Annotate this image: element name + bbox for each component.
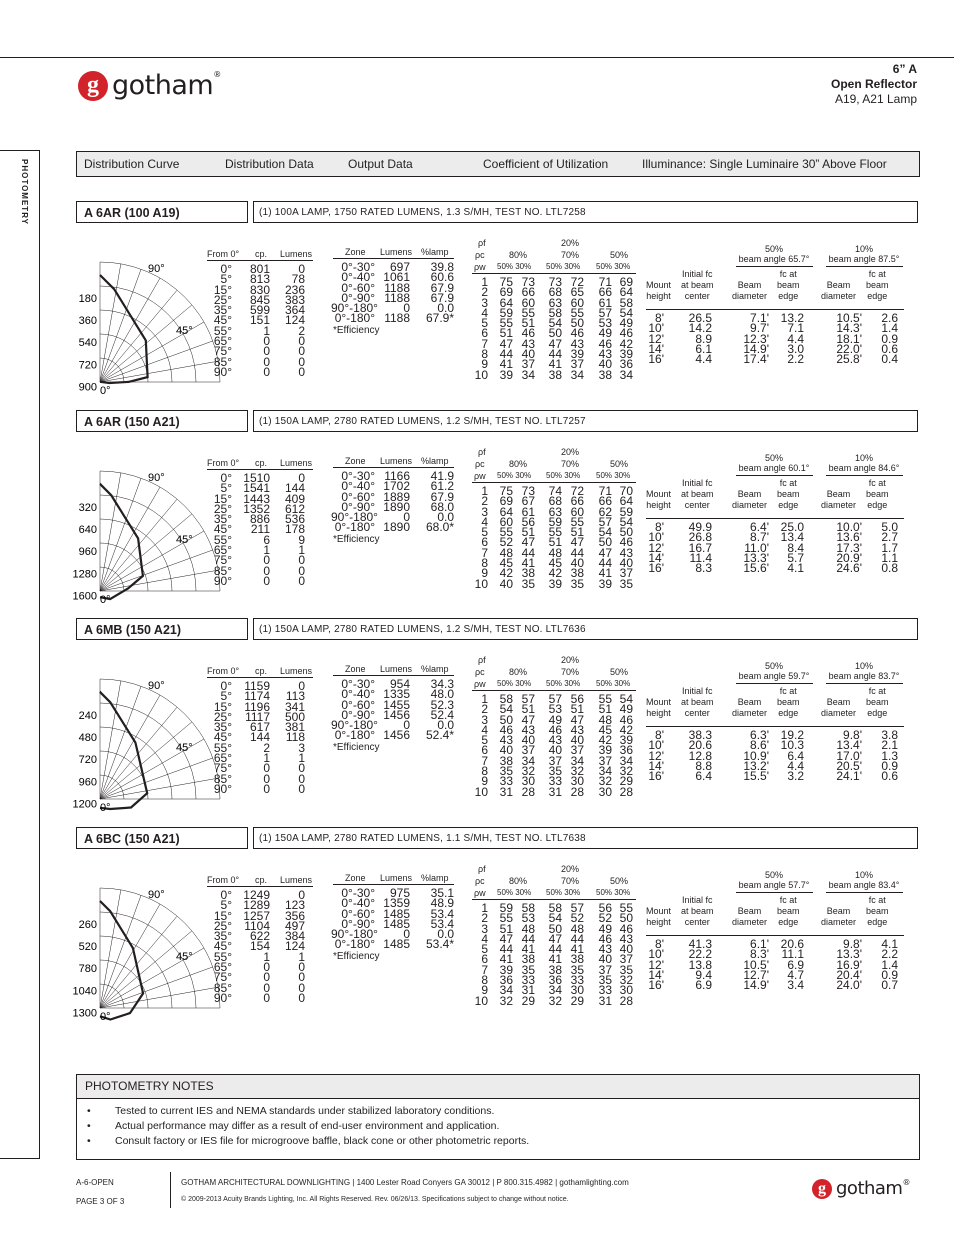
beam-diameter-header: Beam diameter	[821, 906, 857, 927]
polar-90-label: 90°	[148, 680, 165, 692]
divider	[333, 258, 454, 259]
logo-text: gotham	[836, 1178, 903, 1199]
polar-scale-label: 260	[78, 919, 97, 932]
cu-column: 57 51 47 43 40 37 34 32 30 28	[521, 692, 535, 799]
beam-10-header: 10% beam angle 83.4°	[828, 870, 900, 890]
polar-45-label: 45°	[176, 534, 193, 546]
rc70-label: 70%	[561, 459, 580, 469]
cu-column: 55 51 48 45 42 39 37 34 32 30	[598, 692, 612, 799]
polar-scale-label: 320	[78, 502, 97, 515]
cu-column: 57 53 49 46 43 40 37 35 33 31	[548, 692, 562, 799]
rc50-label: 50%	[610, 667, 629, 677]
pct-lamp-header: %lamp	[421, 247, 449, 257]
zone-column: 0°-30° 0°-40° 0°-60° 0°-90° 90°-180° 0°-180°	[331, 469, 378, 535]
polar-0-label: 0°	[100, 385, 111, 397]
initial-fc-column: 49.9 26.8 16.7 11.4 8.3	[688, 520, 712, 576]
divider	[736, 683, 813, 684]
angle-column: 0° 5° 15° 25° 35° 45° 55° 65° 75° 85° 90°	[213, 888, 232, 1005]
polar-scale-label: 480	[78, 732, 97, 745]
polar-0-label: 0°	[100, 594, 111, 606]
divider	[207, 886, 313, 887]
cu-column: 57 52 48 44 41 38 35 33 30 29	[570, 901, 584, 1008]
tab-coefficient-of-utilization: Coefficient of Utilization	[483, 157, 609, 171]
zone-header: Zone	[345, 456, 366, 466]
pc-label: ρc	[475, 667, 485, 677]
product-lamp: A19, A21 Lamp	[834, 92, 917, 106]
rw-label: 50% 30%	[596, 262, 631, 271]
divider	[736, 266, 813, 267]
cu-column: 55 50 46 43 40 37 35 32 30 28	[619, 901, 633, 1008]
zone-header: Zone	[345, 247, 366, 257]
divider	[207, 260, 313, 261]
efficiency-note: *Efficiency	[333, 325, 380, 336]
polar-curve	[100, 692, 147, 809]
cu-column: 73 67 61 56 51 47 44 41 38 35	[521, 484, 535, 591]
efficiency-note: *Efficiency	[333, 534, 380, 545]
rcr-column: 1 2 3 4 5 6 7 8 9 10	[474, 275, 488, 382]
polar-scale-label: 900	[78, 381, 97, 394]
polar-scale-label: 720	[78, 754, 97, 767]
fc-edge-50-column: 13.2 7.1 4.4 3.0 2.2	[780, 311, 804, 367]
sidebar-label: PHOTOMETRY	[20, 159, 29, 226]
from0-header: From 0°	[207, 666, 240, 676]
polar-scale-label: 720	[78, 359, 97, 372]
polar-distribution-curve	[60, 666, 200, 814]
divider	[736, 892, 813, 893]
cp-header: cp.	[255, 458, 268, 468]
fc-edge-10-column: 2.6 1.4 0.9 0.6 0.4	[881, 311, 898, 367]
section-title: A 6BC (150 A21)	[76, 827, 248, 849]
column-headings-bar	[76, 151, 920, 177]
cu-column: 58 54 50 46 43 40 38 35 33 31	[499, 692, 513, 799]
beam-diameter-header: Beam diameter	[821, 280, 857, 301]
pct-lamp-column: 35.1 48.9 53.4 53.4 0.0 53.4*	[425, 886, 454, 952]
pct-lamp-column: 41.9 61.2 67.9 68.0 0.0 68.0*	[425, 469, 454, 535]
tab-distribution-data: Distribution Data	[225, 157, 314, 171]
rw-label: 50% 30%	[546, 679, 581, 688]
polar-curve-group	[100, 692, 147, 809]
fc-edge-50-column: 25.0 13.4 8.4 5.7 4.1	[780, 520, 804, 576]
rc70-label: 70%	[561, 250, 580, 260]
cu-column: 73 66 60 55 51 46 43 40 37 34	[521, 275, 535, 382]
product-title	[831, 62, 917, 107]
pct-lamp-header: %lamp	[421, 664, 449, 674]
sidebar	[0, 150, 40, 1159]
logo-text: gotham	[112, 70, 214, 101]
divider	[333, 467, 454, 468]
fc-edge-header: fc at beam edge	[777, 478, 800, 510]
from0-header: From 0°	[207, 458, 240, 468]
cu-column: 59 55 51 47 44 41 39 36 34 32	[499, 901, 513, 1008]
tab-output-data: Output Data	[348, 157, 413, 171]
polar-scale-label: 960	[78, 776, 97, 789]
initial-fc-column: 26.5 14.2 8.9 6.1 4.4	[688, 311, 712, 367]
divider	[207, 469, 313, 470]
note-item: • Actual performance may differ as a result of end-user environment and application.	[77, 1119, 919, 1134]
fc-edge-header: fc at beam edge	[866, 269, 889, 301]
fc-edge-header: fc at beam edge	[866, 478, 889, 510]
tab-distribution-curve: Distribution Curve	[84, 157, 180, 171]
fc-edge-header: fc at beam edge	[777, 686, 800, 718]
beam-diameter-50-column: 6.3' 8.6' 10.9' 13.2' 15.5'	[743, 728, 769, 784]
beam-50-header: 50% beam angle 57.7°	[738, 870, 810, 890]
divider	[333, 675, 454, 676]
gotham-g-icon: g	[78, 71, 108, 101]
cu-column: 71 66 61 57 53 49 46 43 40 38	[598, 275, 612, 382]
polar-scale-label: 540	[78, 337, 97, 350]
pct-lamp-column: 34.3 48.0 52.3 52.4 0.0 52.4*	[425, 677, 454, 743]
polar-0-label: 0°	[100, 802, 111, 814]
section-title: A 6MB (150 A21)	[76, 618, 248, 640]
mount-height-header: Mount height	[646, 280, 672, 301]
mount-height-column: 8' 10' 12' 14' 16'	[648, 937, 664, 993]
polar-90-label: 90°	[148, 263, 165, 275]
pc-label: ρc	[475, 876, 485, 886]
fc-edge-50-column: 19.2 10.3 6.4 4.4 3.2	[780, 728, 804, 784]
pct-lamp-column: 39.8 60.6 67.9 67.9 0.0 67.9*	[425, 260, 454, 326]
polar-45-label: 45°	[176, 325, 193, 337]
rw-label: 50% 30%	[497, 471, 532, 480]
zone-column: 0°-30° 0°-40° 0°-60° 0°-90° 90°-180° 0°-180°	[331, 677, 378, 743]
pc-label: ρc	[475, 459, 485, 469]
cu-column: 75 69 64 60 55 52 48 45 42 40	[499, 484, 513, 591]
pf-label: ρf	[478, 864, 486, 874]
polar-distribution-curve	[60, 875, 200, 1023]
pw-label: ρw	[474, 888, 486, 898]
cu-column: 54 49 46 42 39 36 34 32 29 28	[619, 692, 633, 799]
divider	[646, 726, 904, 727]
angle-column: 0° 5° 15° 25° 35° 45° 55° 65° 75° 85° 90°	[213, 679, 232, 796]
pf-label: ρf	[478, 447, 486, 457]
footer-logo	[812, 1178, 910, 1199]
polar-scale-label: 1040	[72, 985, 97, 998]
divider	[826, 892, 903, 893]
initial-fc-header: Initial fc at beam center	[681, 478, 714, 510]
beam-diameter-50-column: 6.1' 8.3' 10.5' 12.7' 14.9'	[743, 937, 769, 993]
cu-column: 72 65 60 55 50 46 43 39 37 34	[570, 275, 584, 382]
candela-column: 1510 1541 1443 1352 886 211 6 1 0 0 0	[243, 471, 270, 588]
rcr-column: 1 2 3 4 5 6 7 8 9 10	[474, 484, 488, 591]
footer-copyright: © 2009-2013 Acuity Brands Lighting, Inc. All Rights Reserved. Rev. 06/26/13. Specifications subject to change without notice.	[181, 1196, 569, 1203]
pc-label: ρc	[475, 250, 485, 260]
cu-column: 73 68 63 58 54 50 47 44 41 38	[548, 275, 562, 382]
polar-45-label: 45°	[176, 951, 193, 963]
polar-90-label: 90°	[148, 889, 165, 901]
lumens-header: Lumens	[280, 666, 313, 676]
lumens-column: 0 78 236 383 364 124 2 0 0 0 0	[284, 262, 305, 379]
divider	[646, 518, 904, 519]
fc-edge-50-column: 20.6 11.1 6.9 4.7 3.4	[780, 937, 804, 993]
initial-fc-column: 41.3 22.2 13.8 9.4 6.9	[688, 937, 712, 993]
beam-50-header: 50% beam angle 59.7°	[738, 661, 810, 681]
divider	[826, 475, 903, 476]
polar-scale-label: 640	[78, 524, 97, 537]
product-size: 6” A	[892, 62, 917, 76]
rc20-label: 20%	[561, 238, 580, 248]
divider	[333, 884, 454, 885]
initial-fc-column: 38.3 20.6 12.8 8.8 6.4	[688, 728, 712, 784]
divider	[646, 309, 904, 310]
angle-column: 0° 5° 15° 25° 35° 45° 55° 65° 75° 85° 90°	[213, 262, 232, 379]
beam-diameter-header: Beam diameter	[821, 697, 857, 718]
zone-lumens-column: 954 1335 1455 1456 0 1456	[383, 677, 410, 743]
polar-scale-label: 360	[78, 315, 97, 328]
zone-header: Zone	[345, 873, 366, 883]
polar-scale-label: 1200	[72, 798, 97, 811]
polar-45-label: 45°	[176, 742, 193, 754]
gotham-logo	[78, 70, 221, 101]
beam-diameter-50-column: 7.1' 9.7' 12.3' 14.9' 17.4'	[743, 311, 769, 367]
zone-lumens-header: Lumens	[380, 873, 413, 883]
beam-diameter-header: Beam diameter	[821, 489, 857, 510]
cp-header: cp.	[255, 875, 268, 885]
mount-height-header: Mount height	[646, 697, 672, 718]
beam-diameter-header: Beam diameter	[732, 280, 768, 301]
note-item: • Tested to current IES and NEMA standards under stabilized laboratory conditions.	[77, 1104, 919, 1119]
cp-header: cp.	[255, 666, 268, 676]
zone-lumens-column: 975 1359 1485 1485 0 1485	[383, 886, 410, 952]
beam-10-header: 10% beam angle 84.6°	[828, 453, 900, 473]
cu-column: 58 54 50 47 44 41 38 36 34 32	[548, 901, 562, 1008]
rc80-label: 80%	[509, 459, 528, 469]
rw-label: 50% 30%	[596, 471, 631, 480]
lumens-header: Lumens	[280, 458, 313, 468]
beam-diameter-10-column: 10.5' 14.3' 18.1' 22.0' 25.8'	[836, 311, 862, 367]
zone-lumens-column: 1166 1702 1889 1890 0 1890	[383, 469, 410, 535]
fc-edge-10-column: 4.1 2.2 1.4 0.9 0.7	[881, 937, 898, 993]
gotham-g-icon: g	[812, 1179, 832, 1199]
notes-title: PHOTOMETRY NOTES	[77, 1075, 919, 1099]
lumens-header: Lumens	[280, 249, 313, 259]
initial-fc-header: Initial fc at beam center	[681, 895, 714, 927]
pw-label: ρw	[474, 262, 486, 272]
rc80-label: 80%	[509, 876, 528, 886]
mount-height-header: Mount height	[646, 489, 672, 510]
beam-diameter-header: Beam diameter	[732, 489, 768, 510]
divider	[826, 266, 903, 267]
beam-50-header: 50% beam angle 60.1°	[738, 453, 810, 473]
footer-code: A-6-OPEN	[76, 1178, 114, 1187]
polar-curve-group	[100, 484, 143, 599]
polar-distribution-curve	[60, 458, 200, 606]
initial-fc-header: Initial fc at beam center	[681, 269, 714, 301]
polar-scale-label: 520	[78, 941, 97, 954]
pf-label: ρf	[478, 655, 486, 665]
rw-label: 50% 30%	[546, 471, 581, 480]
rw-label: 50% 30%	[596, 679, 631, 688]
rw-label: 50% 30%	[497, 262, 532, 271]
cu-column: 69 64 58 54 49 46 42 39 36 34	[619, 275, 633, 382]
photometry-notes	[76, 1074, 920, 1160]
rc20-label: 20%	[561, 447, 580, 457]
rw-label: 50% 30%	[596, 888, 631, 897]
from0-header: From 0°	[207, 249, 240, 259]
rc80-label: 80%	[509, 250, 528, 260]
rc50-label: 50%	[610, 876, 629, 886]
beam-diameter-50-column: 6.4' 8.7' 11.0' 13.3' 15.6'	[743, 520, 769, 576]
from0-header: From 0°	[207, 875, 240, 885]
zone-header: Zone	[345, 664, 366, 674]
mount-height-column: 8' 10' 12' 14' 16'	[648, 311, 664, 367]
divider	[472, 482, 636, 483]
pw-label: ρw	[474, 471, 486, 481]
polar-scale-label: 960	[78, 546, 97, 559]
polar-scale-label: 1600	[72, 590, 97, 603]
rc20-label: 20%	[561, 864, 580, 874]
product-name: Open Reflector	[830, 77, 917, 91]
fc-edge-10-column: 3.8 2.1 1.3 0.9 0.6	[881, 728, 898, 784]
fc-edge-10-column: 5.0 2.7 1.7 1.1 0.8	[881, 520, 898, 576]
section-title: A 6AR (100 A19)	[76, 201, 248, 223]
cu-column: 72 66 60 55 51 47 44 40 38 35	[570, 484, 584, 591]
rw-label: 50% 30%	[497, 679, 532, 688]
efficiency-note: *Efficiency	[333, 951, 380, 962]
mount-height-column: 8' 10' 12' 14' 16'	[648, 520, 664, 576]
mount-height-column: 8' 10' 12' 14' 16'	[648, 728, 664, 784]
reg-mark: ®	[213, 70, 221, 79]
polar-scale-label: 1300	[72, 1007, 97, 1020]
rw-label: 50% 30%	[546, 262, 581, 271]
candela-column: 1159 1174 1196 1117 617 144 2 1 0 0 0	[244, 679, 270, 796]
pct-lamp-header: %lamp	[421, 456, 449, 466]
polar-scale-label: 780	[78, 963, 97, 976]
polar-distribution-curve	[60, 249, 200, 397]
zone-lumens-header: Lumens	[380, 664, 413, 674]
polar-90-label: 90°	[148, 472, 165, 484]
rc70-label: 70%	[561, 876, 580, 886]
rcr-column: 1 2 3 4 5 6 7 8 9 10	[474, 901, 488, 1008]
polar-scale-label: 1280	[72, 568, 97, 581]
lumens-column: 0 113 341 500 381 118 3 1 0 0 0	[284, 679, 305, 796]
cu-column: 58 53 48 44 41 38 35 33 31 29	[521, 901, 535, 1008]
footer-company: GOTHAM ARCHITECTURAL DOWNLIGHTING | 1400 Lester Road Conyers GA 30012 | P 800.315.4982 | gothamlighting.com	[181, 1178, 629, 1187]
polar-scale-label: 180	[78, 293, 97, 306]
divider	[472, 690, 636, 691]
lumens-header: Lumens	[280, 875, 313, 885]
beam-diameter-10-column: 9.8' 13.4' 17.0' 20.5' 24.1'	[836, 728, 862, 784]
rc50-label: 50%	[610, 250, 629, 260]
reg-mark: ®	[902, 1178, 910, 1187]
pct-lamp-header: %lamp	[421, 873, 449, 883]
beam-10-header: 10% beam angle 87.5°	[828, 244, 900, 264]
cp-header: cp.	[255, 249, 268, 259]
section-subtitle: (1) 150A LAMP, 2780 RATED LUMENS, 1.2 S/MH, TEST NO. LTL7636	[253, 618, 918, 640]
section-title: A 6AR (150 A21)	[76, 410, 248, 432]
polar-curve-group	[100, 275, 148, 383]
rw-label: 50% 30%	[497, 888, 532, 897]
note-item: • Consult factory or IES file for microgroove baffle, black cone or other photometric reports.	[77, 1134, 919, 1149]
tab-illuminance: Illuminance: Single Luminaire 30” Above Floor	[642, 157, 887, 171]
zone-column: 0°-30° 0°-40° 0°-60° 0°-90° 90°-180° 0°-180°	[331, 260, 378, 326]
pf-label: ρf	[478, 238, 486, 248]
mount-height-header: Mount height	[646, 906, 672, 927]
candela-column: 1249 1289 1257 1104 622 154 1 0 0 0 0	[243, 888, 270, 1005]
divider	[472, 273, 636, 274]
zone-lumens-header: Lumens	[380, 247, 413, 257]
divider	[826, 683, 903, 684]
fc-edge-header: fc at beam edge	[777, 269, 800, 301]
fc-edge-header: fc at beam edge	[866, 686, 889, 718]
beam-diameter-10-column: 10.0' 13.6' 17.3' 20.9' 24.6'	[836, 520, 862, 576]
rcr-column: 1 2 3 4 5 6 7 8 9 10	[474, 692, 488, 799]
footer-divider	[170, 1172, 171, 1208]
initial-fc-header: Initial fc at beam center	[681, 686, 714, 718]
rc50-label: 50%	[610, 459, 629, 469]
zone-column: 0°-30° 0°-40° 0°-60° 0°-90° 90°-180° 0°-180°	[331, 886, 378, 952]
beam-10-header: 10% beam angle 83.7°	[828, 661, 900, 681]
cu-column: 75 69 64 59 55 51 47 44 41 39	[499, 275, 513, 382]
efficiency-note: *Efficiency	[333, 742, 380, 753]
lumens-column: 0 123 356 497 384 124 1 0 0 0 0	[284, 888, 305, 1005]
cu-column: 71 66 62 57 54 50 47 44 41 39	[598, 484, 612, 591]
candela-column: 801 813 830 845 599 151 1 0 0 0 0	[249, 262, 270, 379]
divider	[472, 899, 636, 900]
cu-column: 74 68 63 59 55 51 48 45 42 39	[548, 484, 562, 591]
fc-edge-header: fc at beam edge	[777, 895, 800, 927]
polar-curve	[100, 275, 148, 383]
polar-curve	[100, 484, 143, 599]
fc-edge-header: fc at beam edge	[866, 895, 889, 927]
rc70-label: 70%	[561, 667, 580, 677]
cu-column: 56 51 47 43 40 37 34 32 30 28	[570, 692, 584, 799]
rw-label: 50% 30%	[546, 888, 581, 897]
rc80-label: 80%	[509, 667, 528, 677]
header-rule	[0, 57, 954, 58]
divider	[646, 935, 904, 936]
beam-diameter-header: Beam diameter	[732, 697, 768, 718]
cu-column: 70 64 59 54 50 46 43 40 37 35	[619, 484, 633, 591]
footer-page: PAGE 3 OF 3	[76, 1197, 125, 1206]
polar-scale-label: 240	[78, 710, 97, 723]
beam-50-header: 50% beam angle 65.7°	[738, 244, 810, 264]
zone-lumens-header: Lumens	[380, 456, 413, 466]
section-subtitle: (1) 150A LAMP, 2780 RATED LUMENS, 1.1 S/MH, TEST NO. LTL7638	[253, 827, 918, 849]
rc20-label: 20%	[561, 655, 580, 665]
beam-diameter-header: Beam diameter	[732, 906, 768, 927]
divider	[736, 475, 813, 476]
zone-lumens-column: 697 1061 1188 1188 0 1188	[383, 260, 410, 326]
angle-column: 0° 5° 15° 25° 35° 45° 55° 65° 75° 85° 90°	[213, 471, 232, 588]
lumens-column: 0 144 409 612 536 178 9 1 0 0 0	[284, 471, 305, 588]
section-subtitle: (1) 100A LAMP, 1750 RATED LUMENS, 1.3 S/MH, TEST NO. LTL7258	[253, 201, 918, 223]
beam-diameter-10-column: 9.8' 13.3' 16.9' 20.4' 24.0'	[836, 937, 862, 993]
divider	[207, 677, 313, 678]
polar-0-label: 0°	[100, 1011, 111, 1023]
pw-label: ρw	[474, 679, 486, 689]
section-subtitle: (1) 150A LAMP, 2780 RATED LUMENS, 1.2 S/MH, TEST NO. LTL7257	[253, 410, 918, 432]
cu-column: 56 52 49 46 43 40 37 35 33 31	[598, 901, 612, 1008]
